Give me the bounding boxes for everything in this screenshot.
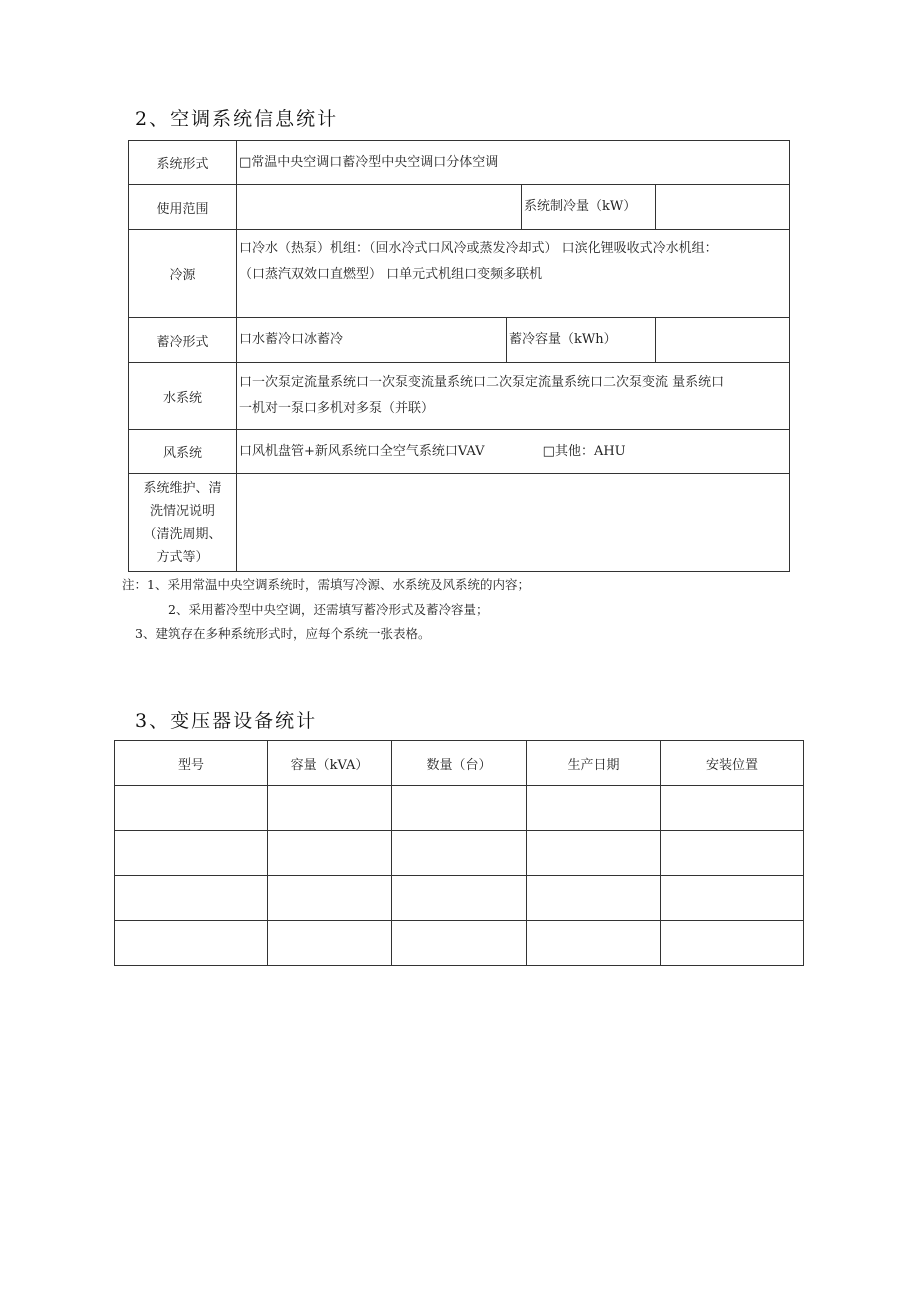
table-cell[interactable] <box>268 921 392 966</box>
table-cell[interactable] <box>115 831 268 876</box>
maintenance-label-line: 洗情况说明 <box>149 503 215 519</box>
maintenance-label-line: （清洗周期、 <box>143 526 222 542</box>
table-cell[interactable] <box>661 921 804 966</box>
header-install-location: 安装位置 <box>661 741 804 786</box>
transformer-table <box>114 740 804 966</box>
water-system-line-1: 口一次泵定流量系统口一次泵变流量系统口二次泵定流量系统口二次泵变流 量系统口 <box>239 375 725 390</box>
maintenance-label <box>129 474 237 572</box>
row-system-form <box>129 141 790 185</box>
cold-source-line-1: 口冷水（热泵）机组：（回水冷式口风冷或蒸发冷却式） 口滨化锂吸收式冷水机组： <box>239 241 718 256</box>
air-system-options[interactable] <box>237 430 790 474</box>
table-cell[interactable] <box>268 876 392 921</box>
maintenance-label-line: 系统维护、清 <box>143 480 222 496</box>
maintenance-input[interactable] <box>237 474 790 572</box>
cooling-capacity-input[interactable] <box>656 185 790 230</box>
table-cell[interactable] <box>115 876 268 921</box>
note-1: 注：1、采用常温中央空调系统时，需填写冷源、水系统及风系统的内容； <box>122 577 530 592</box>
table-cell[interactable] <box>115 921 268 966</box>
table-cell[interactable] <box>115 786 268 831</box>
section-2-title: 2、空调系统信息统计 <box>135 108 339 130</box>
cooling-capacity-label: 系统制冷量（kW） <box>522 185 656 230</box>
table-cell[interactable] <box>392 876 527 921</box>
row-storage <box>129 318 790 363</box>
water-system-label: 水系统 <box>129 363 237 430</box>
row-cold-source <box>129 230 790 318</box>
header-production-date: 生产日期 <box>527 741 661 786</box>
table-cell[interactable] <box>661 831 804 876</box>
table-cell[interactable] <box>268 786 392 831</box>
storage-capacity-label: 蓄冷容量（kWh） <box>507 318 656 363</box>
system-form-options[interactable]: □常温中央空调口蓄冷型中央空调口分体空调 <box>237 141 790 185</box>
table-row <box>115 876 804 921</box>
cold-source-options[interactable] <box>237 230 790 318</box>
ac-system-table <box>128 140 790 572</box>
usage-input[interactable] <box>237 185 522 230</box>
cold-source-label: 冷源 <box>129 230 237 318</box>
table-cell[interactable] <box>392 921 527 966</box>
table-cell[interactable] <box>527 831 661 876</box>
table-row <box>115 831 804 876</box>
table-cell[interactable] <box>392 831 527 876</box>
table-row <box>115 786 804 831</box>
system-form-label: 系统形式 <box>129 141 237 185</box>
cold-source-line-2: （口蒸汽双效口直燃型） 口单元式机组口变频多联机 <box>239 267 543 282</box>
table-cell[interactable] <box>661 876 804 921</box>
table-cell[interactable] <box>527 786 661 831</box>
air-system-other: □其他：AHU <box>542 443 626 459</box>
storage-form-label: 蓄冷形式 <box>129 318 237 363</box>
header-model: 型号 <box>115 741 268 786</box>
table-cell[interactable] <box>268 831 392 876</box>
table-cell[interactable] <box>527 921 661 966</box>
note-2: 2、采用蓄冷型中央空调，还需填写蓄冷形式及蓄冷容量； <box>168 602 489 617</box>
maintenance-label-line: 方式等） <box>156 549 209 565</box>
storage-form-options[interactable]: 口水蓄冷口冰蓄冷 <box>237 318 507 363</box>
row-usage <box>129 185 790 230</box>
row-water-system <box>129 363 790 430</box>
table-cell[interactable] <box>392 786 527 831</box>
header-quantity: 数量（台） <box>392 741 527 786</box>
header-capacity: 容量（kVA） <box>268 741 392 786</box>
table-cell[interactable] <box>661 786 804 831</box>
water-system-options[interactable] <box>237 363 790 430</box>
usage-label: 使用范围 <box>129 185 237 230</box>
water-system-line-2: 一机对一泵口多机对多泵（并联） <box>239 401 435 416</box>
note-3: 3、建筑存在多种系统形式时，应每个系统一张表格。 <box>135 626 431 641</box>
table-cell[interactable] <box>527 876 661 921</box>
section-3-title: 3、变压器设备统计 <box>135 710 318 732</box>
table-row <box>115 921 804 966</box>
row-maintenance <box>129 474 790 572</box>
table-header-row <box>115 741 804 786</box>
row-air-system <box>129 430 790 474</box>
air-system-value: 口风机盘管+新风系统口全空气系统口VAV <box>239 443 485 459</box>
storage-capacity-input[interactable] <box>656 318 790 363</box>
air-system-label: 风系统 <box>129 430 237 474</box>
